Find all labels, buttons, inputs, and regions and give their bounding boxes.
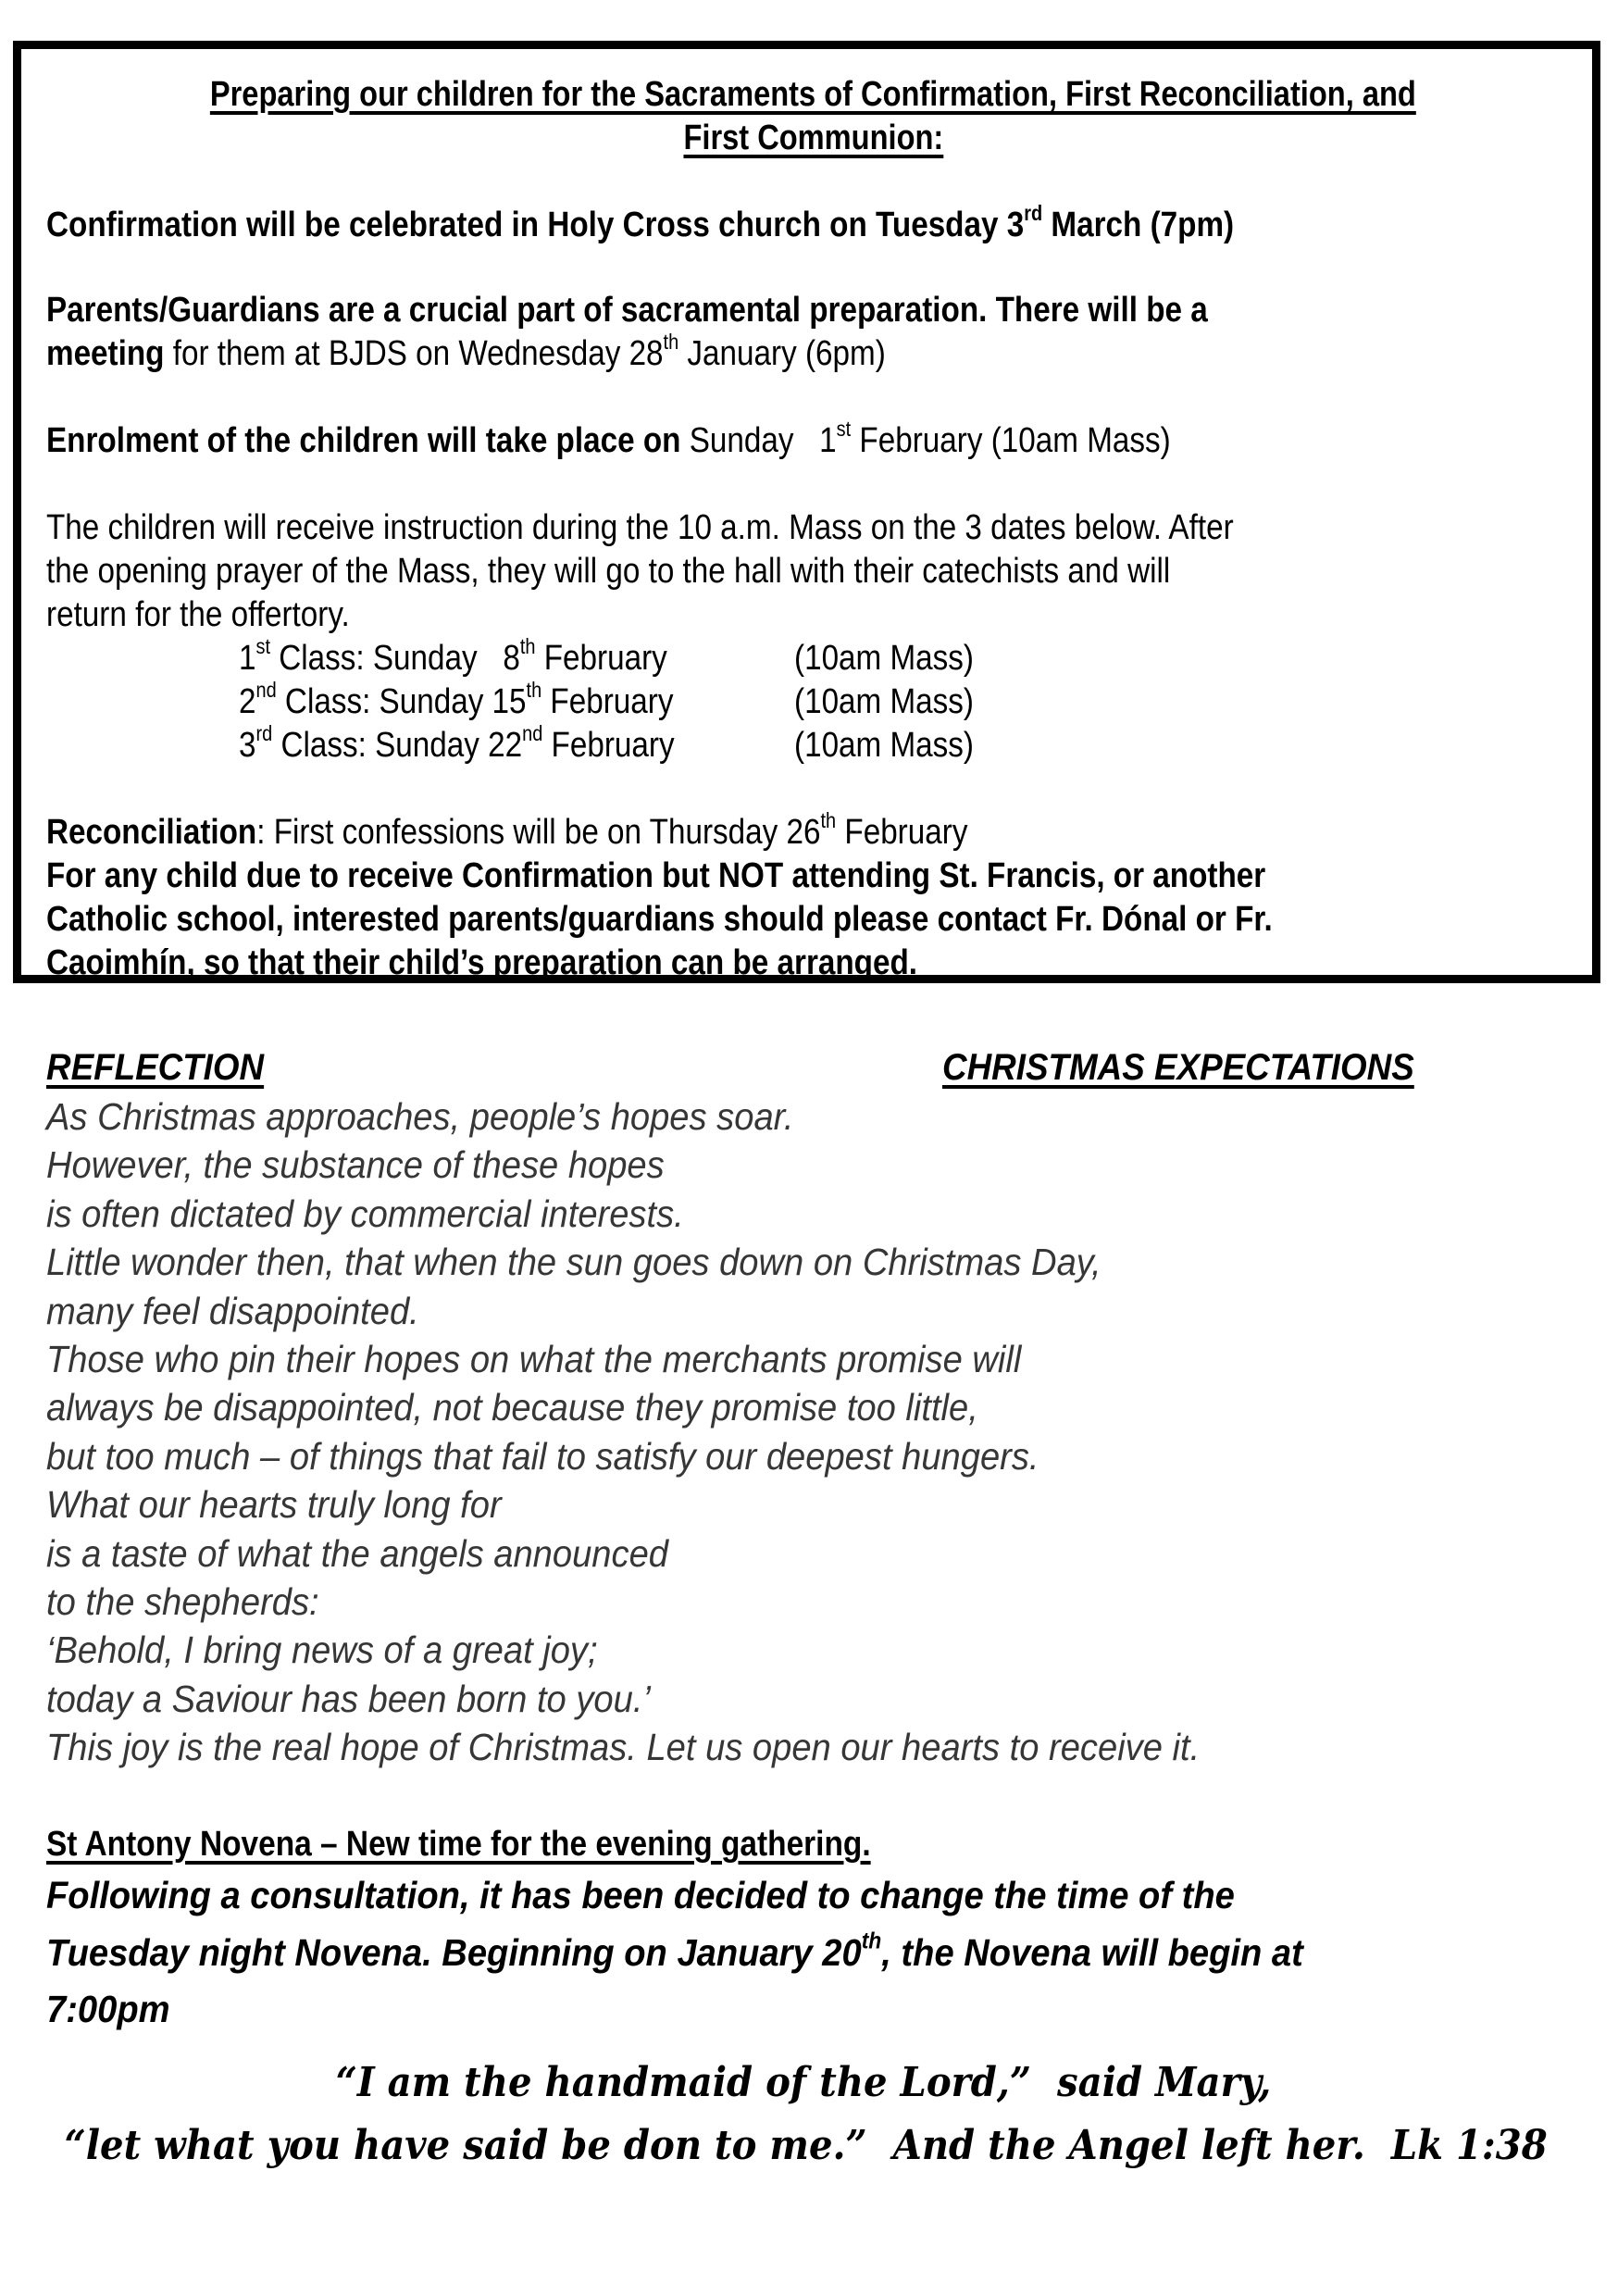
sacraments-title-line-1: Preparing our children for the Sacraments of Confirmation, First Reconciliation, and	[210, 75, 1417, 114]
contact-line-2: Catholic school, interested parents/guardians should please contact Fr. Dónal or Fr.	[46, 900, 1273, 939]
reflection-line: to the shepherds:	[46, 1580, 319, 1623]
reflection-title: CHRISTMAS EXPECTATIONS	[942, 1047, 1414, 1088]
parents-text-line-2: meeting for them at BJDS on Wednesday 28th January (6pm)	[46, 329, 886, 373]
instruction-line-3: return for the offertory.	[46, 595, 350, 634]
reflection-line: is a taste of what the angels announced	[46, 1532, 668, 1575]
novena-text-line-2: Tuesday night Novena. Beginning on January 20th, the Novena will begin at	[46, 1928, 1303, 1974]
reconciliation-text: Reconciliation: First confessions will be on Thursday 26th February	[46, 807, 968, 852]
class-schedule-row-1: 1st Class: Sunday 8th February	[239, 633, 667, 678]
enrolment-text: Enrolment of the children will take place on Sunday 1st February (10am Mass)	[46, 416, 1171, 460]
class-schedule-row-2: 2nd Class: Sunday 15th February	[239, 677, 674, 721]
class-schedule-mass-2: (10am Mass)	[794, 682, 975, 721]
novena-text-line-1: Following a consultation, it has been decided to change the time of the	[46, 1874, 1235, 1916]
confirmation-date-text: Confirmation will be celebrated in Holy Cross church on Tuesday 3rd March (7pm)	[46, 200, 1235, 244]
reflection-line: always be disappointed, not because they promise too little,	[46, 1386, 978, 1429]
reflection-line: is often dictated by commercial interests.	[46, 1192, 684, 1235]
reflection-line: As Christmas approaches, people’s hopes soar.	[46, 1095, 794, 1138]
class-schedule-mass-3: (10am Mass)	[794, 726, 975, 765]
reflection-line: today a Saviour has been born to you.’	[46, 1678, 651, 1720]
parents-text-line-1: Parents/Guardians are a crucial part of sacramental preparation. There will be a	[46, 291, 1208, 330]
instruction-line-2: the opening prayer of the Mass, they will go to the hall with their catechists and will	[46, 552, 1171, 591]
reflection-line: What our hearts truly long for	[46, 1483, 502, 1526]
reflection-line: ‘Behold, I bring news of a great joy;	[46, 1628, 598, 1671]
reflection-line: Little wonder then, that when the sun goes down on Christmas Day,	[46, 1241, 1101, 1283]
contact-line-1: For any child due to receive Confirmation but NOT attending St. Francis, or another	[46, 856, 1266, 895]
reflection-line: This joy is the real hope of Christmas. Let us open our hearts to receive it.	[46, 1726, 1201, 1768]
reflection-heading: REFLECTION	[46, 1047, 265, 1088]
scripture-quote-line-1: “I am the handmaid of the Lord,” said Mary,	[335, 2059, 1272, 2106]
instruction-line-1: The children will receive instruction during the 10 a.m. Mass on the 3 dates below. After	[46, 508, 1234, 547]
novena-text-line-3: 7:00pm	[46, 1988, 170, 2030]
class-schedule-mass-1: (10am Mass)	[794, 639, 975, 678]
reflection-line: but too much – of things that fail to satisfy our deepest hungers.	[46, 1435, 1039, 1478]
novena-heading: St Antony Novena – New time for the evening gathering.	[46, 1825, 871, 1864]
class-schedule-row-3: 3rd Class: Sunday 22nd February	[239, 720, 675, 765]
sacraments-notice-box	[13, 41, 1600, 983]
sacraments-title-line-2: First Communion:	[683, 119, 944, 157]
scripture-quote-line-2: “let what you have said be don to me.” And the Angel left her. Lk 1:38	[64, 2122, 1548, 2169]
reflection-line: However, the substance of these hopes	[46, 1143, 665, 1186]
reflection-line: many feel disappointed.	[46, 1290, 419, 1332]
contact-line-3: Caoimhín, so that their child’s preparation can be arranged.	[46, 943, 918, 982]
reflection-line: Those who pin their hopes on what the merchants promise will	[46, 1338, 1022, 1380]
